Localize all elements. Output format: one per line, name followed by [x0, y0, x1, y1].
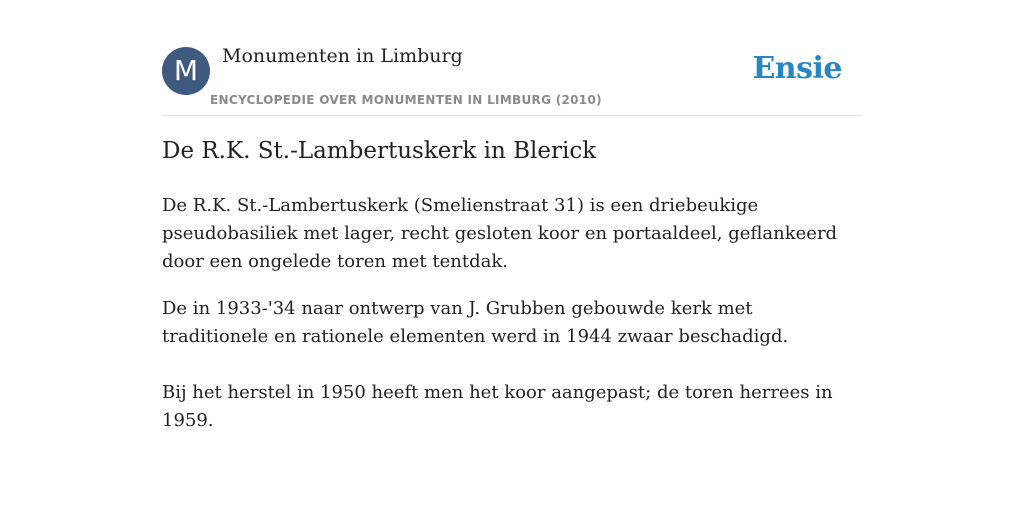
- article-title: De R.K. St.-Lambertuskerk in Blerick: [162, 138, 597, 164]
- article-paragraph-3: Bij het herstel in 1950 heeft men het koor aangepast; de toren herrees in 1959.: [162, 382, 833, 431]
- article-paragraph-1: De R.K. St.-Lambertuskerk (Smelienstraat 31) is een driebeukige pseudobasiliek met lager, recht gesloten koor en portaaldeel, geflankeerd door een ongelede toren met tentdak.: [162, 195, 838, 272]
- source-header: [162, 0, 862, 116]
- source-avatar[interactable]: M: [162, 47, 210, 95]
- article-paragraph-2: De in 1933-'34 naar ontwerp van J. Grubben gebouwde kerk met traditionele en rationele elementen werd in 1944 zwaar beschadigd.: [162, 298, 789, 347]
- source-subtitle: ENCYCLOPEDIE OVER MONUMENTEN IN LIMBURG (2010): [210, 93, 602, 107]
- ensie-logo[interactable]: Ensie: [752, 51, 842, 86]
- page-container: [162, 0, 862, 512]
- source-title-link[interactable]: Monumenten in Limburg: [222, 45, 463, 67]
